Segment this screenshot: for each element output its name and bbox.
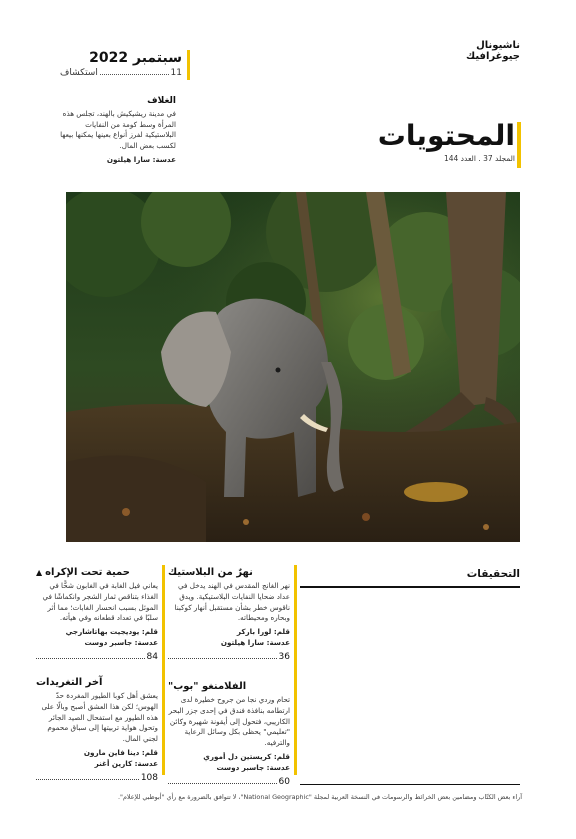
cover-story-photo-credit: عدسة: سارا هيلتون (106, 155, 176, 164)
section-divider (300, 586, 520, 588)
story-photo-credit: عدسة: جاسبر دوست (84, 637, 158, 647)
hero-photo-elephant (66, 192, 520, 542)
story-title-row (36, 566, 158, 579)
masthead: ناشيونال جيوغرافيك (466, 40, 520, 62)
story-title: الفلامنغو "بوب" (168, 681, 247, 692)
story-page-number: 60 (278, 776, 290, 787)
story-text: يعشق أهل كوبا الطيور المغردة حدّ الهوس؛ لكن هذا العشق أصبح وبالًا على هذه الطيور مع استفحال الصيد الجائر وتحول هواية تربيتها إلى سباق محموم لجني المال. (41, 691, 158, 744)
issue-section-line (60, 68, 182, 78)
contents-accent-bar (517, 122, 521, 168)
story-writer: قلم: كريستين دل أموري (203, 751, 290, 761)
page-title: المحتويات (377, 119, 515, 152)
story-flamingo[interactable] (168, 680, 290, 787)
story-text: تحام وردي نجا من جروح خطيرة لدى ارتطامه بنافذة فندق في إحدى جزر البحر الكاريبي، فتحول إلى أيقونة شهيرة وكائن "تعليمي" يحظى بكل وسائل الرعاية والترفيه. (168, 695, 290, 748)
story-page-line (36, 773, 158, 783)
story-photo-credit: عدسة: جاسبر دوست (216, 762, 290, 772)
story-last-tweets[interactable] (36, 676, 158, 783)
story-writer: قلم: يوديجيت بهاتاشارجي (65, 627, 158, 637)
cover-story-title: الغلاف (147, 96, 176, 106)
story-title: حمية تحت الإكراه (45, 567, 130, 578)
volume-issue: المجلد 37 . العدد 144 (443, 154, 515, 163)
bottom-divider (300, 784, 520, 785)
disclaimer: آراء بعض الكتّاب ومضامين بعض الخرائط والرسومات في النسخة العربية لمجلة "National Geographic"، لا تتوافق بالضرورة مع رأي "أبوظبي للإعلام". (118, 793, 522, 801)
cover-story (60, 96, 176, 164)
triangle-icon: ▲ (36, 568, 43, 577)
story-photo-credit: عدسة: سارا هيلتون (220, 637, 290, 647)
story-page-line (168, 777, 290, 787)
story-page-number: 108 (140, 772, 158, 783)
cover-story-text: في مدينة ريشيكيش بالهند، تجلس هذه المرأة وسط كومة من النفايات البلاستيكية لفرز أنواع بعينها يمكنها بيعها لكسب بعض المال. (60, 109, 176, 150)
story-text: نهر الغانج المقدس في الهند يدخل في عداد ضحايا النفايات البلاستيكية. ويدق ناقوس خطر بشأن مستقبل أنهار كوكبنا وبحاره ومحيطاته. (174, 581, 290, 623)
story-text: يعاني فيل الغابة في الغابون شحًّا في الغذاء بتناقص ثمار الشجر وانكماشًا في الموئل بسبب انحسار الغابات؛ مما أثر سلبًا في تعداد قطعانه وفي هيأته. (42, 581, 158, 623)
issue-box (60, 50, 182, 78)
story-writer: قلم: دينا فاين مارون (83, 747, 158, 757)
issue-page-number: 11 (170, 68, 182, 78)
story-writer: قلم: لورا باركر (236, 627, 290, 637)
issue-accent-bar (187, 50, 190, 80)
story-photo-credit: عدسة: كارين أغنر (94, 758, 158, 768)
story-page-number: 84 (146, 651, 158, 662)
issue-date: سبتمبر 2022 (89, 50, 182, 66)
dotted-leader (36, 773, 139, 780)
story-page-number: 36 (278, 651, 290, 662)
column-accent-bar (162, 565, 165, 775)
story-page-line (36, 652, 158, 662)
story-title: آخر التغريدات (36, 677, 103, 688)
story-page-line (168, 652, 290, 662)
section-label: التحقيقات (466, 568, 520, 580)
column-accent-bar (294, 565, 297, 775)
story-plastic-river[interactable] (168, 566, 290, 662)
dotted-leader (168, 777, 277, 784)
story-elephant-diet[interactable] (36, 566, 158, 662)
contents-header (340, 118, 515, 163)
dotted-leader (100, 68, 169, 75)
story-title: نهرٌ من البلاستيك (168, 567, 253, 578)
issue-section: استكشاف (60, 68, 98, 78)
dotted-leader (168, 652, 277, 659)
dotted-leader (36, 652, 145, 659)
